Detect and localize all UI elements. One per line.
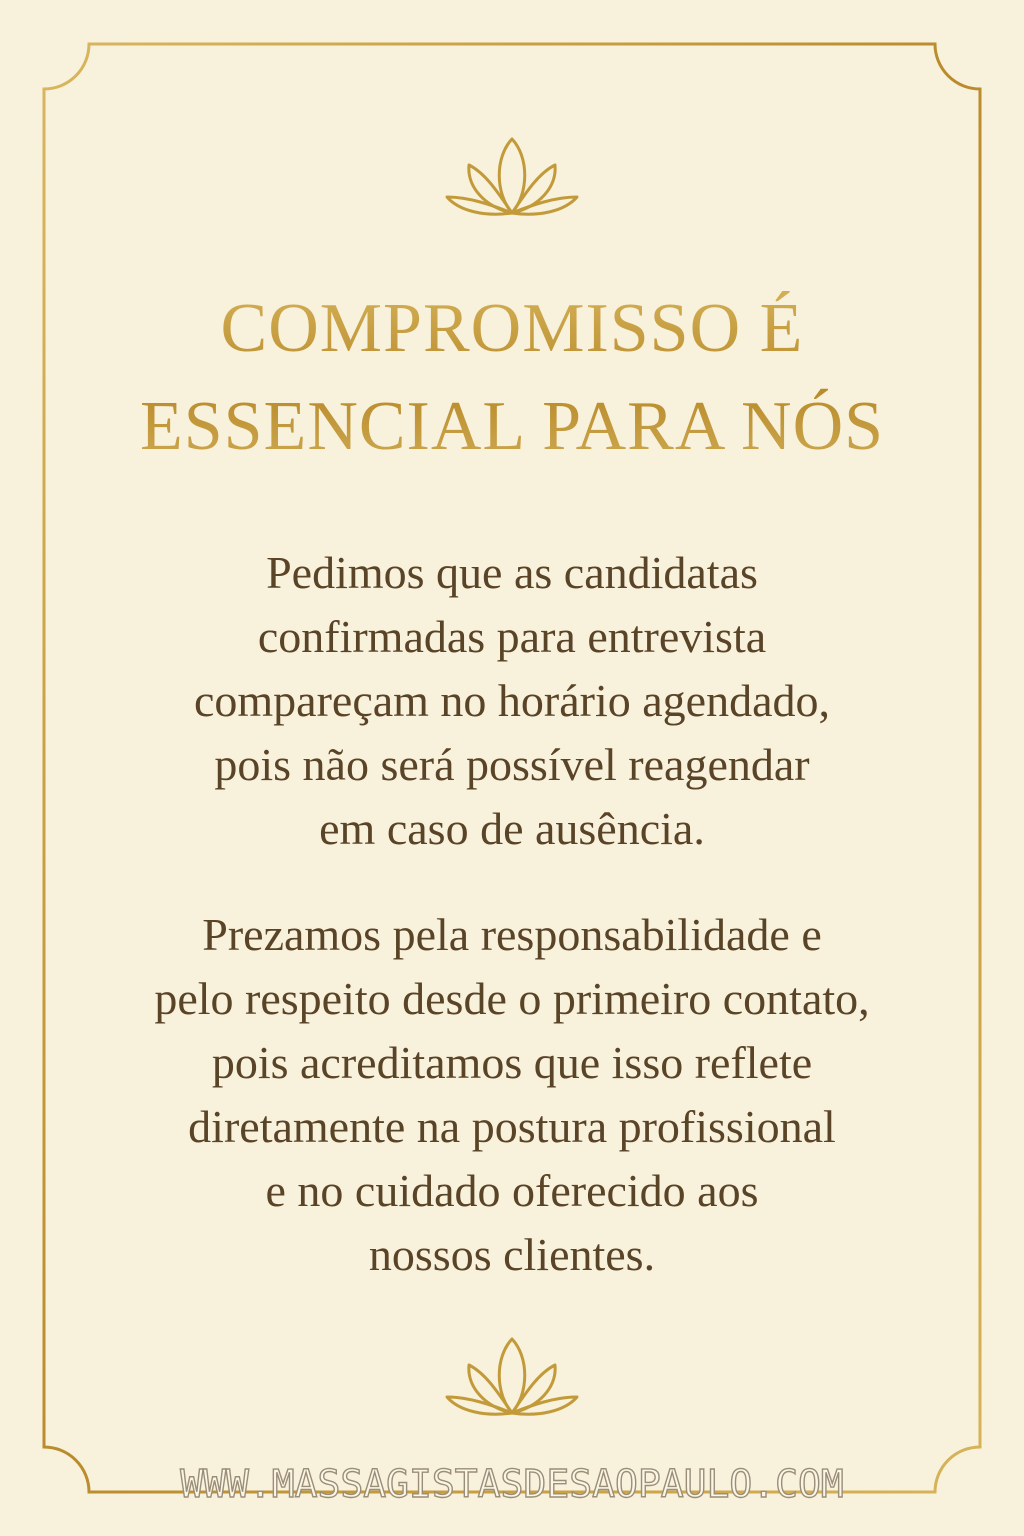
paragraph-line: diretamente na postura profissional [188, 1101, 836, 1152]
title-line-2: ESSENCIAL PARA NÓS [139, 388, 885, 465]
paragraph-line: confirmadas para entrevista [257, 611, 767, 662]
paragraph-line: pois não será possível reagendar [214, 739, 810, 790]
website-watermark: WWW.MASSAGISTASDESAOPAULO.COM [180, 1462, 844, 1506]
paragraph-line: Prezamos pela responsabilidade e [202, 909, 822, 960]
lotus-icon [437, 135, 587, 225]
paragraph-line: em caso de ausência. [319, 803, 705, 854]
paragraph-line: Pedimos que as candidatas [266, 547, 758, 598]
paragraph-line: pois acreditamos que isso reflete [211, 1037, 813, 1088]
paragraph-line: e no cuidado oferecido aos [265, 1165, 759, 1216]
paragraph-line: compareçam no horário agendado, [193, 675, 831, 726]
lotus-icon [437, 1335, 587, 1425]
page-title [80, 280, 944, 476]
paragraph-line: pelo respeito desde o primeiro contato, [154, 973, 870, 1024]
paragraph-commitment [100, 541, 924, 861]
paragraph-line: nossos clientes. [368, 1229, 656, 1280]
paragraph-values [100, 903, 924, 1287]
title-line-1: COMPROMISSO É [220, 290, 804, 367]
